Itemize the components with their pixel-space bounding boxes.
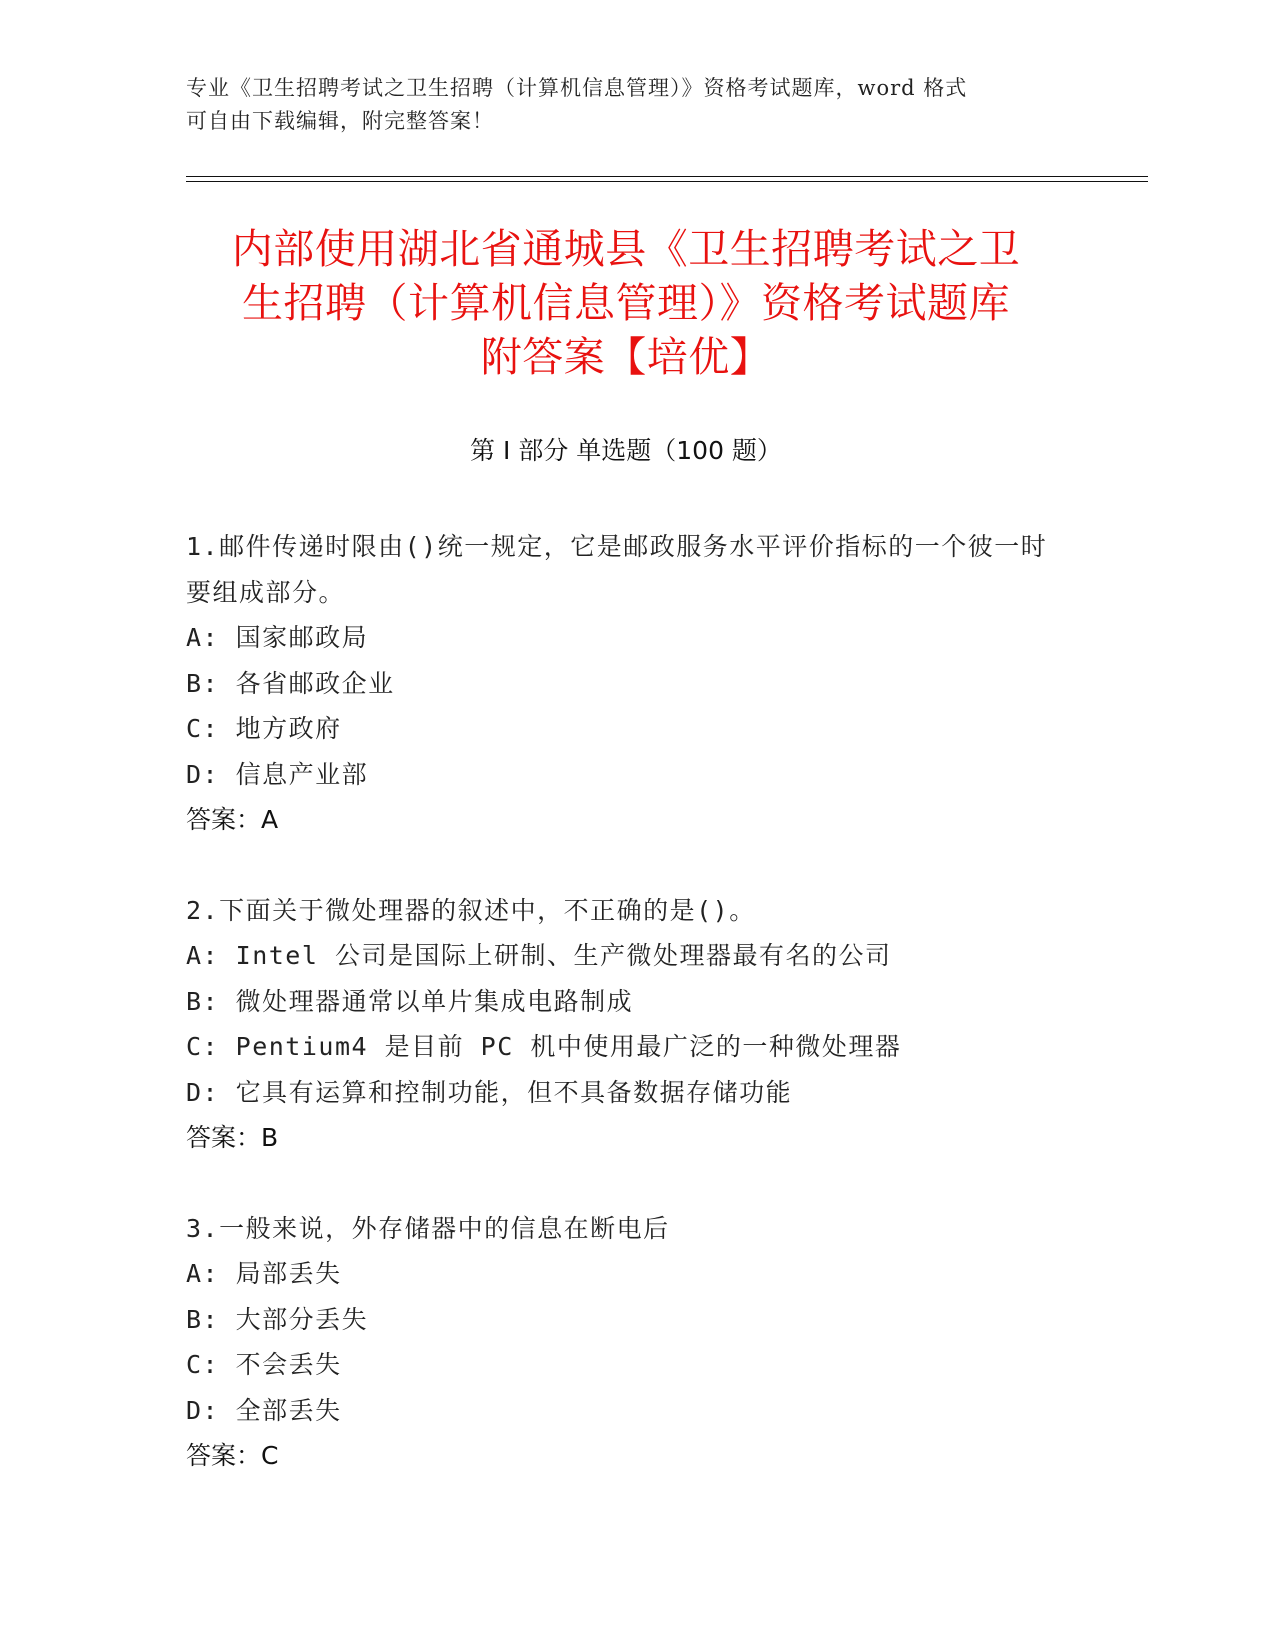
answer: 答案：A <box>186 805 279 834</box>
question-stem: 3.一般来说，外存储器中的信息在断电后 <box>186 1213 670 1243</box>
option-d: D: 全部丢失 <box>186 1395 342 1425</box>
option-a: A: Intel 公司是国际上研制、生产微处理器最有名的公司 <box>186 941 892 970</box>
header-note-line-1: 专业《卫生招聘考试之卫生招聘（计算机信息管理）》资格考试题库，word 格式 <box>186 76 968 100</box>
option-c: C: 地方政府 <box>186 714 342 743</box>
question-3 <box>186 1206 1066 1479</box>
question-1 <box>186 524 1066 843</box>
option-b: B: 各省邮政企业 <box>186 668 395 698</box>
question-stem: 2.下面关于微处理器的叙述中，不正确的是()。 <box>186 895 756 925</box>
option-b: B: 大部分丢失 <box>186 1304 369 1334</box>
answer: 答案：C <box>186 1441 279 1470</box>
header-rule-bottom <box>186 181 1148 182</box>
title-line-3: 附答案【培优】 <box>480 333 772 381</box>
header-rule-top <box>186 176 1148 177</box>
option-b: B: 微处理器通常以单片集成电路制成 <box>186 986 634 1016</box>
answer: 答案：B <box>186 1123 279 1152</box>
title-line-2: 生招聘（计算机信息管理）》资格考试题库 <box>242 279 1010 327</box>
question-list <box>186 524 1066 1524</box>
question-stem: 1.邮件传递时限由()统一规定，它是邮政服务水平评价指标的一个彼一时要组成部分。 <box>186 532 1048 607</box>
header-note <box>186 72 1066 138</box>
document-title <box>186 222 1066 384</box>
header-note-line-2: 可自由下载编辑，附完整答案！ <box>186 109 494 133</box>
section-title: 第 I 部分 单选题（100 题） <box>470 436 782 465</box>
title-line-1: 内部使用湖北省通城县《卫生招聘考试之卫 <box>231 225 1021 273</box>
option-d: D: 它具有运算和控制功能，但不具备数据存储功能 <box>186 1077 793 1107</box>
option-c: C: 不会丢失 <box>186 1350 342 1379</box>
option-a: A: 局部丢失 <box>186 1259 342 1288</box>
option-d: D: 信息产业部 <box>186 759 369 789</box>
question-2 <box>186 888 1066 1161</box>
option-a: A: 国家邮政局 <box>186 623 369 652</box>
option-c: C: Pentium4 是目前 PC 机中使用最广泛的一种微处理器 <box>186 1032 902 1061</box>
